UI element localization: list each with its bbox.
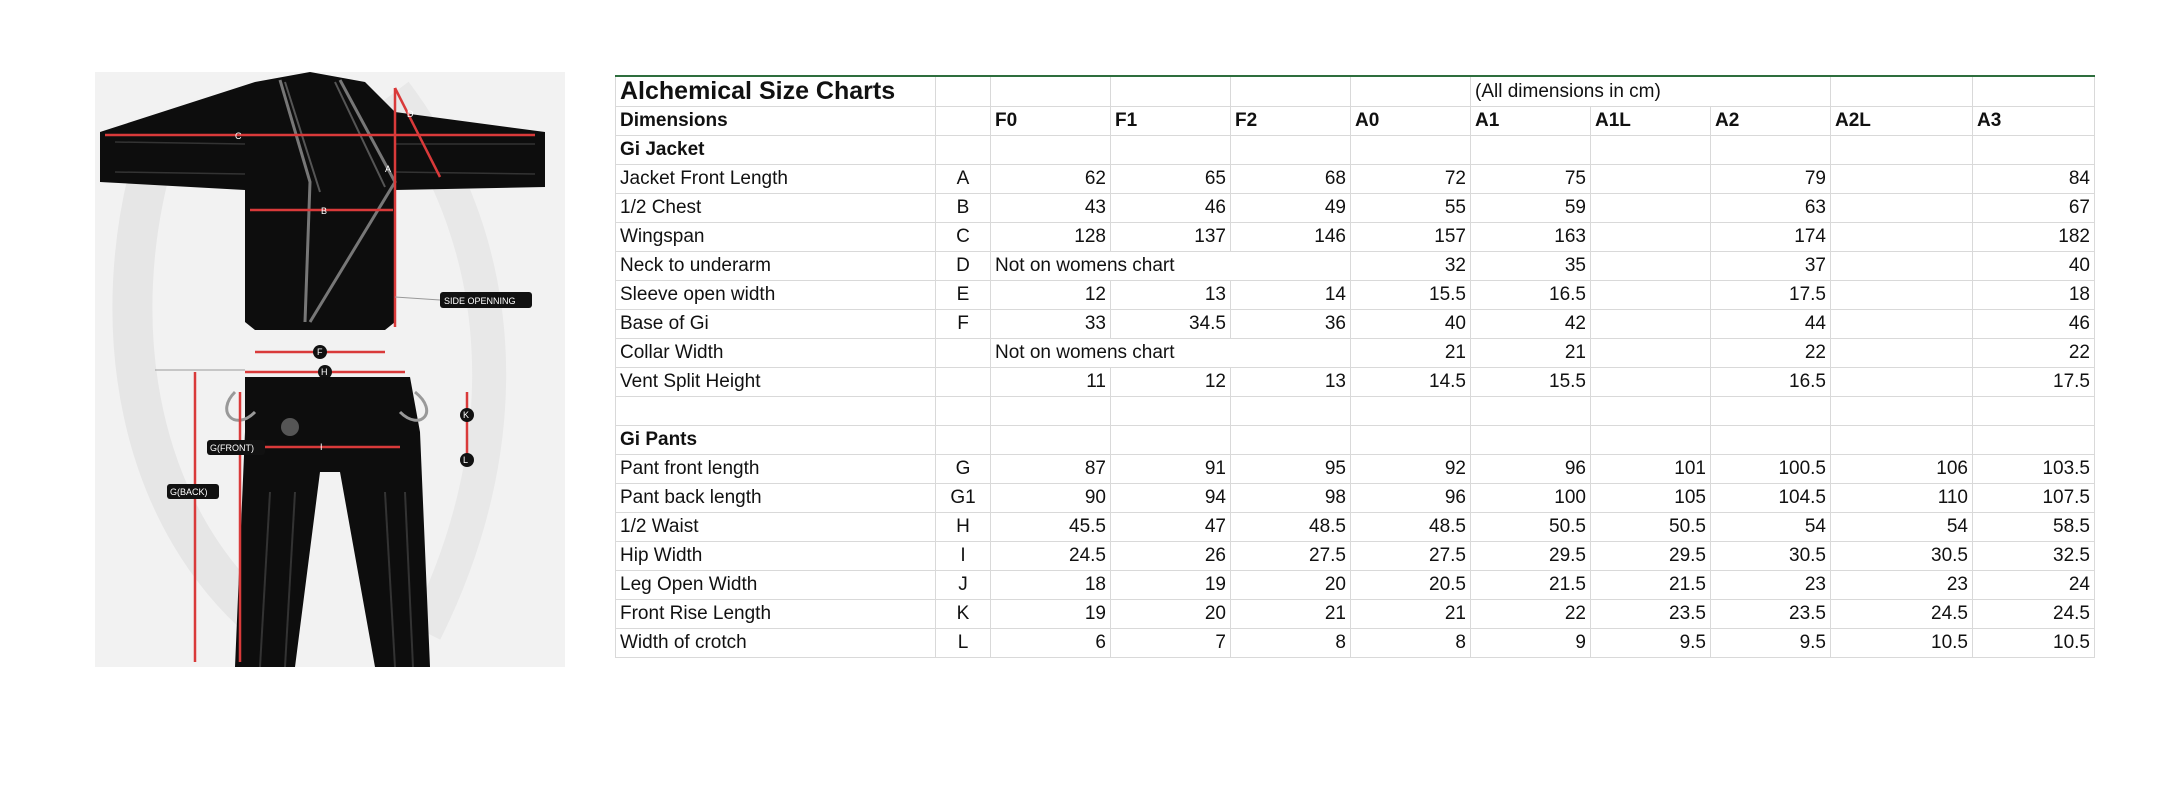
- size-value: 21.5: [1591, 571, 1711, 600]
- size-value: 46: [1111, 194, 1231, 223]
- size-value: 15.5: [1351, 281, 1471, 310]
- size-value: 29.5: [1471, 542, 1591, 571]
- table-row: [616, 223, 2095, 252]
- dimension-code: F: [936, 310, 991, 339]
- size-header: F1: [1111, 107, 1231, 136]
- dimension-name: Collar Width: [616, 339, 936, 368]
- size-value: 16.5: [1711, 368, 1831, 397]
- jacket-section-row: [616, 136, 2095, 165]
- size-value: 24.5: [1831, 600, 1973, 629]
- table-row: [616, 513, 2095, 542]
- size-value: 14: [1231, 281, 1351, 310]
- size-value: 104.5: [1711, 484, 1831, 513]
- dimension-code: L: [936, 629, 991, 658]
- size-value: 110: [1831, 484, 1973, 513]
- size-value: 30.5: [1711, 542, 1831, 571]
- size-value: 49: [1231, 194, 1351, 223]
- size-value: 174: [1711, 223, 1831, 252]
- size-value: 48.5: [1231, 513, 1351, 542]
- jacket-rows: [616, 165, 2095, 397]
- size-value: 91: [1111, 455, 1231, 484]
- size-value: 54: [1711, 513, 1831, 542]
- size-value: 19: [991, 600, 1111, 629]
- dimension-name: 1/2 Chest: [616, 194, 936, 223]
- size-value: 21: [1351, 600, 1471, 629]
- size-value: 26: [1111, 542, 1231, 571]
- dimension-code: K: [936, 600, 991, 629]
- pants-shape: [227, 377, 430, 667]
- jacket-section-label: Gi Jacket: [616, 136, 936, 165]
- size-value: 101: [1591, 455, 1711, 484]
- size-value: 22: [1973, 339, 2095, 368]
- dimension-name: Vent Split Height: [616, 368, 936, 397]
- size-value: 45.5: [991, 513, 1111, 542]
- label-i: I: [320, 442, 323, 452]
- size-value: 50.5: [1591, 513, 1711, 542]
- size-value: 96: [1351, 484, 1471, 513]
- size-value: 24: [1973, 571, 2095, 600]
- size-value: 44: [1711, 310, 1831, 339]
- units-note: (All dimensions in cm): [1471, 76, 1831, 107]
- dimension-code: A: [936, 165, 991, 194]
- size-value: 67: [1973, 194, 2095, 223]
- table-row: [616, 310, 2095, 339]
- size-value: 21: [1231, 600, 1351, 629]
- dimension-name: Front Rise Length: [616, 600, 936, 629]
- size-value: 43: [991, 194, 1111, 223]
- header-row: [616, 107, 2095, 136]
- size-value: 92: [1351, 455, 1471, 484]
- size-value: 14.5: [1351, 368, 1471, 397]
- size-value: [1831, 310, 1973, 339]
- size-value: 19: [1111, 571, 1231, 600]
- size-value: [1591, 281, 1711, 310]
- dimension-code: C: [936, 223, 991, 252]
- size-value: 107.5: [1973, 484, 2095, 513]
- dimension-name: Pant back length: [616, 484, 936, 513]
- size-value: 103.5: [1973, 455, 2095, 484]
- dimension-code: [936, 339, 991, 368]
- size-value: 33: [991, 310, 1111, 339]
- size-value: 63: [1711, 194, 1831, 223]
- size-value: 17.5: [1711, 281, 1831, 310]
- dimension-name: Pant front length: [616, 455, 936, 484]
- size-header: A3: [1973, 107, 2095, 136]
- size-chart-table: [615, 75, 2095, 658]
- size-value: 23.5: [1591, 600, 1711, 629]
- size-value: [1591, 194, 1711, 223]
- size-value: 22: [1471, 600, 1591, 629]
- pants-section-label: Gi Pants: [616, 426, 936, 455]
- size-value: 16.5: [1471, 281, 1591, 310]
- size-header: F0: [991, 107, 1111, 136]
- side-opening-leader: [395, 297, 440, 300]
- dimension-code: G: [936, 455, 991, 484]
- size-value: 20: [1231, 571, 1351, 600]
- size-value: 27.5: [1231, 542, 1351, 571]
- size-value: 94: [1111, 484, 1231, 513]
- size-value: 36: [1231, 310, 1351, 339]
- size-value: 23: [1831, 571, 1973, 600]
- pants-rows: [616, 455, 2095, 658]
- dimension-code: [936, 368, 991, 397]
- size-value: 182: [1973, 223, 2095, 252]
- dimensions-header: Dimensions: [616, 107, 936, 136]
- table-row: [616, 165, 2095, 194]
- size-value: [1831, 368, 1973, 397]
- size-value: 146: [1231, 223, 1351, 252]
- size-value: 163: [1471, 223, 1591, 252]
- size-value: 9.5: [1711, 629, 1831, 658]
- size-value: 23: [1711, 571, 1831, 600]
- size-value: 7: [1111, 629, 1231, 658]
- table-row: [616, 600, 2095, 629]
- size-value: 21.5: [1471, 571, 1591, 600]
- pants-section-row: [616, 426, 2095, 455]
- size-value: 55: [1351, 194, 1471, 223]
- size-header: A1L: [1591, 107, 1711, 136]
- dimension-code: D: [936, 252, 991, 281]
- table-row: [616, 281, 2095, 310]
- size-value: [1831, 194, 1973, 223]
- label-d: D: [407, 109, 414, 119]
- dimension-code: I: [936, 542, 991, 571]
- size-value: 37: [1711, 252, 1831, 281]
- size-value: 90: [991, 484, 1111, 513]
- size-value: 59: [1471, 194, 1591, 223]
- size-header: A2L: [1831, 107, 1973, 136]
- size-value: 11: [991, 368, 1111, 397]
- size-value: 100.5: [1711, 455, 1831, 484]
- dimension-name: Jacket Front Length: [616, 165, 936, 194]
- size-value: 6: [991, 629, 1111, 658]
- size-header: F2: [1231, 107, 1351, 136]
- size-value: 13: [1111, 281, 1231, 310]
- size-value: 13: [1231, 368, 1351, 397]
- dimension-name: Wingspan: [616, 223, 936, 252]
- label-k: K: [463, 410, 470, 420]
- size-value: 24.5: [1973, 600, 2095, 629]
- dimension-code: H: [936, 513, 991, 542]
- size-value: 9: [1471, 629, 1591, 658]
- label-b: B: [321, 206, 328, 216]
- size-value: [1591, 252, 1711, 281]
- size-value: [1831, 223, 1973, 252]
- dimension-code: G1: [936, 484, 991, 513]
- size-value: 68: [1231, 165, 1351, 194]
- size-value: 40: [1351, 310, 1471, 339]
- size-value: 18: [1973, 281, 2095, 310]
- size-value: 46: [1973, 310, 2095, 339]
- size-value: 106: [1831, 455, 1973, 484]
- size-value: 20.5: [1351, 571, 1471, 600]
- size-value: 47: [1111, 513, 1231, 542]
- row-note: Not on womens chart: [991, 252, 1351, 281]
- side-opening-label: SIDE OPENNING: [444, 296, 516, 306]
- size-value: 62: [991, 165, 1111, 194]
- g-front-label: G(FRONT): [210, 443, 254, 453]
- size-value: 98: [1231, 484, 1351, 513]
- dimension-name: Width of crotch: [616, 629, 936, 658]
- size-value: 105: [1591, 484, 1711, 513]
- table-row: [616, 571, 2095, 600]
- dimension-name: Sleeve open width: [616, 281, 936, 310]
- size-value: 95: [1231, 455, 1351, 484]
- size-value: 54: [1831, 513, 1973, 542]
- size-value: 15.5: [1471, 368, 1591, 397]
- size-header: A2: [1711, 107, 1831, 136]
- size-value: 27.5: [1351, 542, 1471, 571]
- size-value: 58.5: [1973, 513, 2095, 542]
- size-value: [1591, 165, 1711, 194]
- dimension-code: E: [936, 281, 991, 310]
- g-back-label: G(BACK): [170, 487, 208, 497]
- size-value: 42: [1471, 310, 1591, 339]
- size-value: 18: [991, 571, 1111, 600]
- size-value: 21: [1351, 339, 1471, 368]
- size-value: 9.5: [1591, 629, 1711, 658]
- size-value: 157: [1351, 223, 1471, 252]
- size-value: 35: [1471, 252, 1591, 281]
- gi-illustration: [95, 72, 565, 667]
- label-l: L: [463, 455, 469, 465]
- size-value: 10.5: [1973, 629, 2095, 658]
- size-value: 23.5: [1711, 600, 1831, 629]
- chart-title: Alchemical Size Charts: [616, 76, 936, 107]
- size-value: 87: [991, 455, 1111, 484]
- dimension-code: J: [936, 571, 991, 600]
- size-value: 10.5: [1831, 629, 1973, 658]
- size-value: [1591, 339, 1711, 368]
- size-value: 17.5: [1973, 368, 2095, 397]
- size-value: 96: [1471, 455, 1591, 484]
- size-value: 32.5: [1973, 542, 2095, 571]
- size-value: 48.5: [1351, 513, 1471, 542]
- size-value: 75: [1471, 165, 1591, 194]
- size-value: 84: [1973, 165, 2095, 194]
- size-value: 100: [1471, 484, 1591, 513]
- dimension-name: Neck to underarm: [616, 252, 936, 281]
- table-row: [616, 629, 2095, 658]
- table-row: [616, 484, 2095, 513]
- size-header: A0: [1351, 107, 1471, 136]
- size-header: A1: [1471, 107, 1591, 136]
- size-value: [1591, 310, 1711, 339]
- size-value: 8: [1351, 629, 1471, 658]
- table-row: [616, 455, 2095, 484]
- size-value: 8: [1231, 629, 1351, 658]
- label-a: A: [385, 164, 392, 174]
- size-value: 12: [991, 281, 1111, 310]
- size-value: 128: [991, 223, 1111, 252]
- size-value: 72: [1351, 165, 1471, 194]
- table-row: [616, 339, 2095, 368]
- dimension-name: 1/2 Waist: [616, 513, 936, 542]
- size-value: [1831, 339, 1973, 368]
- size-value: 40: [1973, 252, 2095, 281]
- size-value: 50.5: [1471, 513, 1591, 542]
- dimension-name: Hip Width: [616, 542, 936, 571]
- size-value: [1831, 252, 1973, 281]
- size-value: 21: [1471, 339, 1591, 368]
- size-value: [1831, 281, 1973, 310]
- size-value: 22: [1711, 339, 1831, 368]
- size-value: 29.5: [1591, 542, 1711, 571]
- size-value: [1591, 368, 1711, 397]
- spacer-row: [616, 397, 2095, 426]
- table-row: [616, 542, 2095, 571]
- title-row: [616, 76, 2095, 107]
- size-value: 137: [1111, 223, 1231, 252]
- size-value: 79: [1711, 165, 1831, 194]
- label-f: F: [317, 347, 323, 357]
- label-h: H: [321, 367, 328, 377]
- table-row: [616, 368, 2095, 397]
- size-value: 20: [1111, 600, 1231, 629]
- dimension-name: Base of Gi: [616, 310, 936, 339]
- size-value: 30.5: [1831, 542, 1973, 571]
- size-value: 24.5: [991, 542, 1111, 571]
- size-value: [1831, 165, 1973, 194]
- size-value: [1591, 223, 1711, 252]
- table-row: [616, 252, 2095, 281]
- gi-diagram: [95, 72, 565, 667]
- label-c: C: [235, 131, 242, 141]
- dimension-code: B: [936, 194, 991, 223]
- size-value: 12: [1111, 368, 1231, 397]
- size-value: 65: [1111, 165, 1231, 194]
- size-value: 32: [1351, 252, 1471, 281]
- dimension-name: Leg Open Width: [616, 571, 936, 600]
- size-value: 34.5: [1111, 310, 1231, 339]
- table-row: [616, 194, 2095, 223]
- row-note: Not on womens chart: [991, 339, 1351, 368]
